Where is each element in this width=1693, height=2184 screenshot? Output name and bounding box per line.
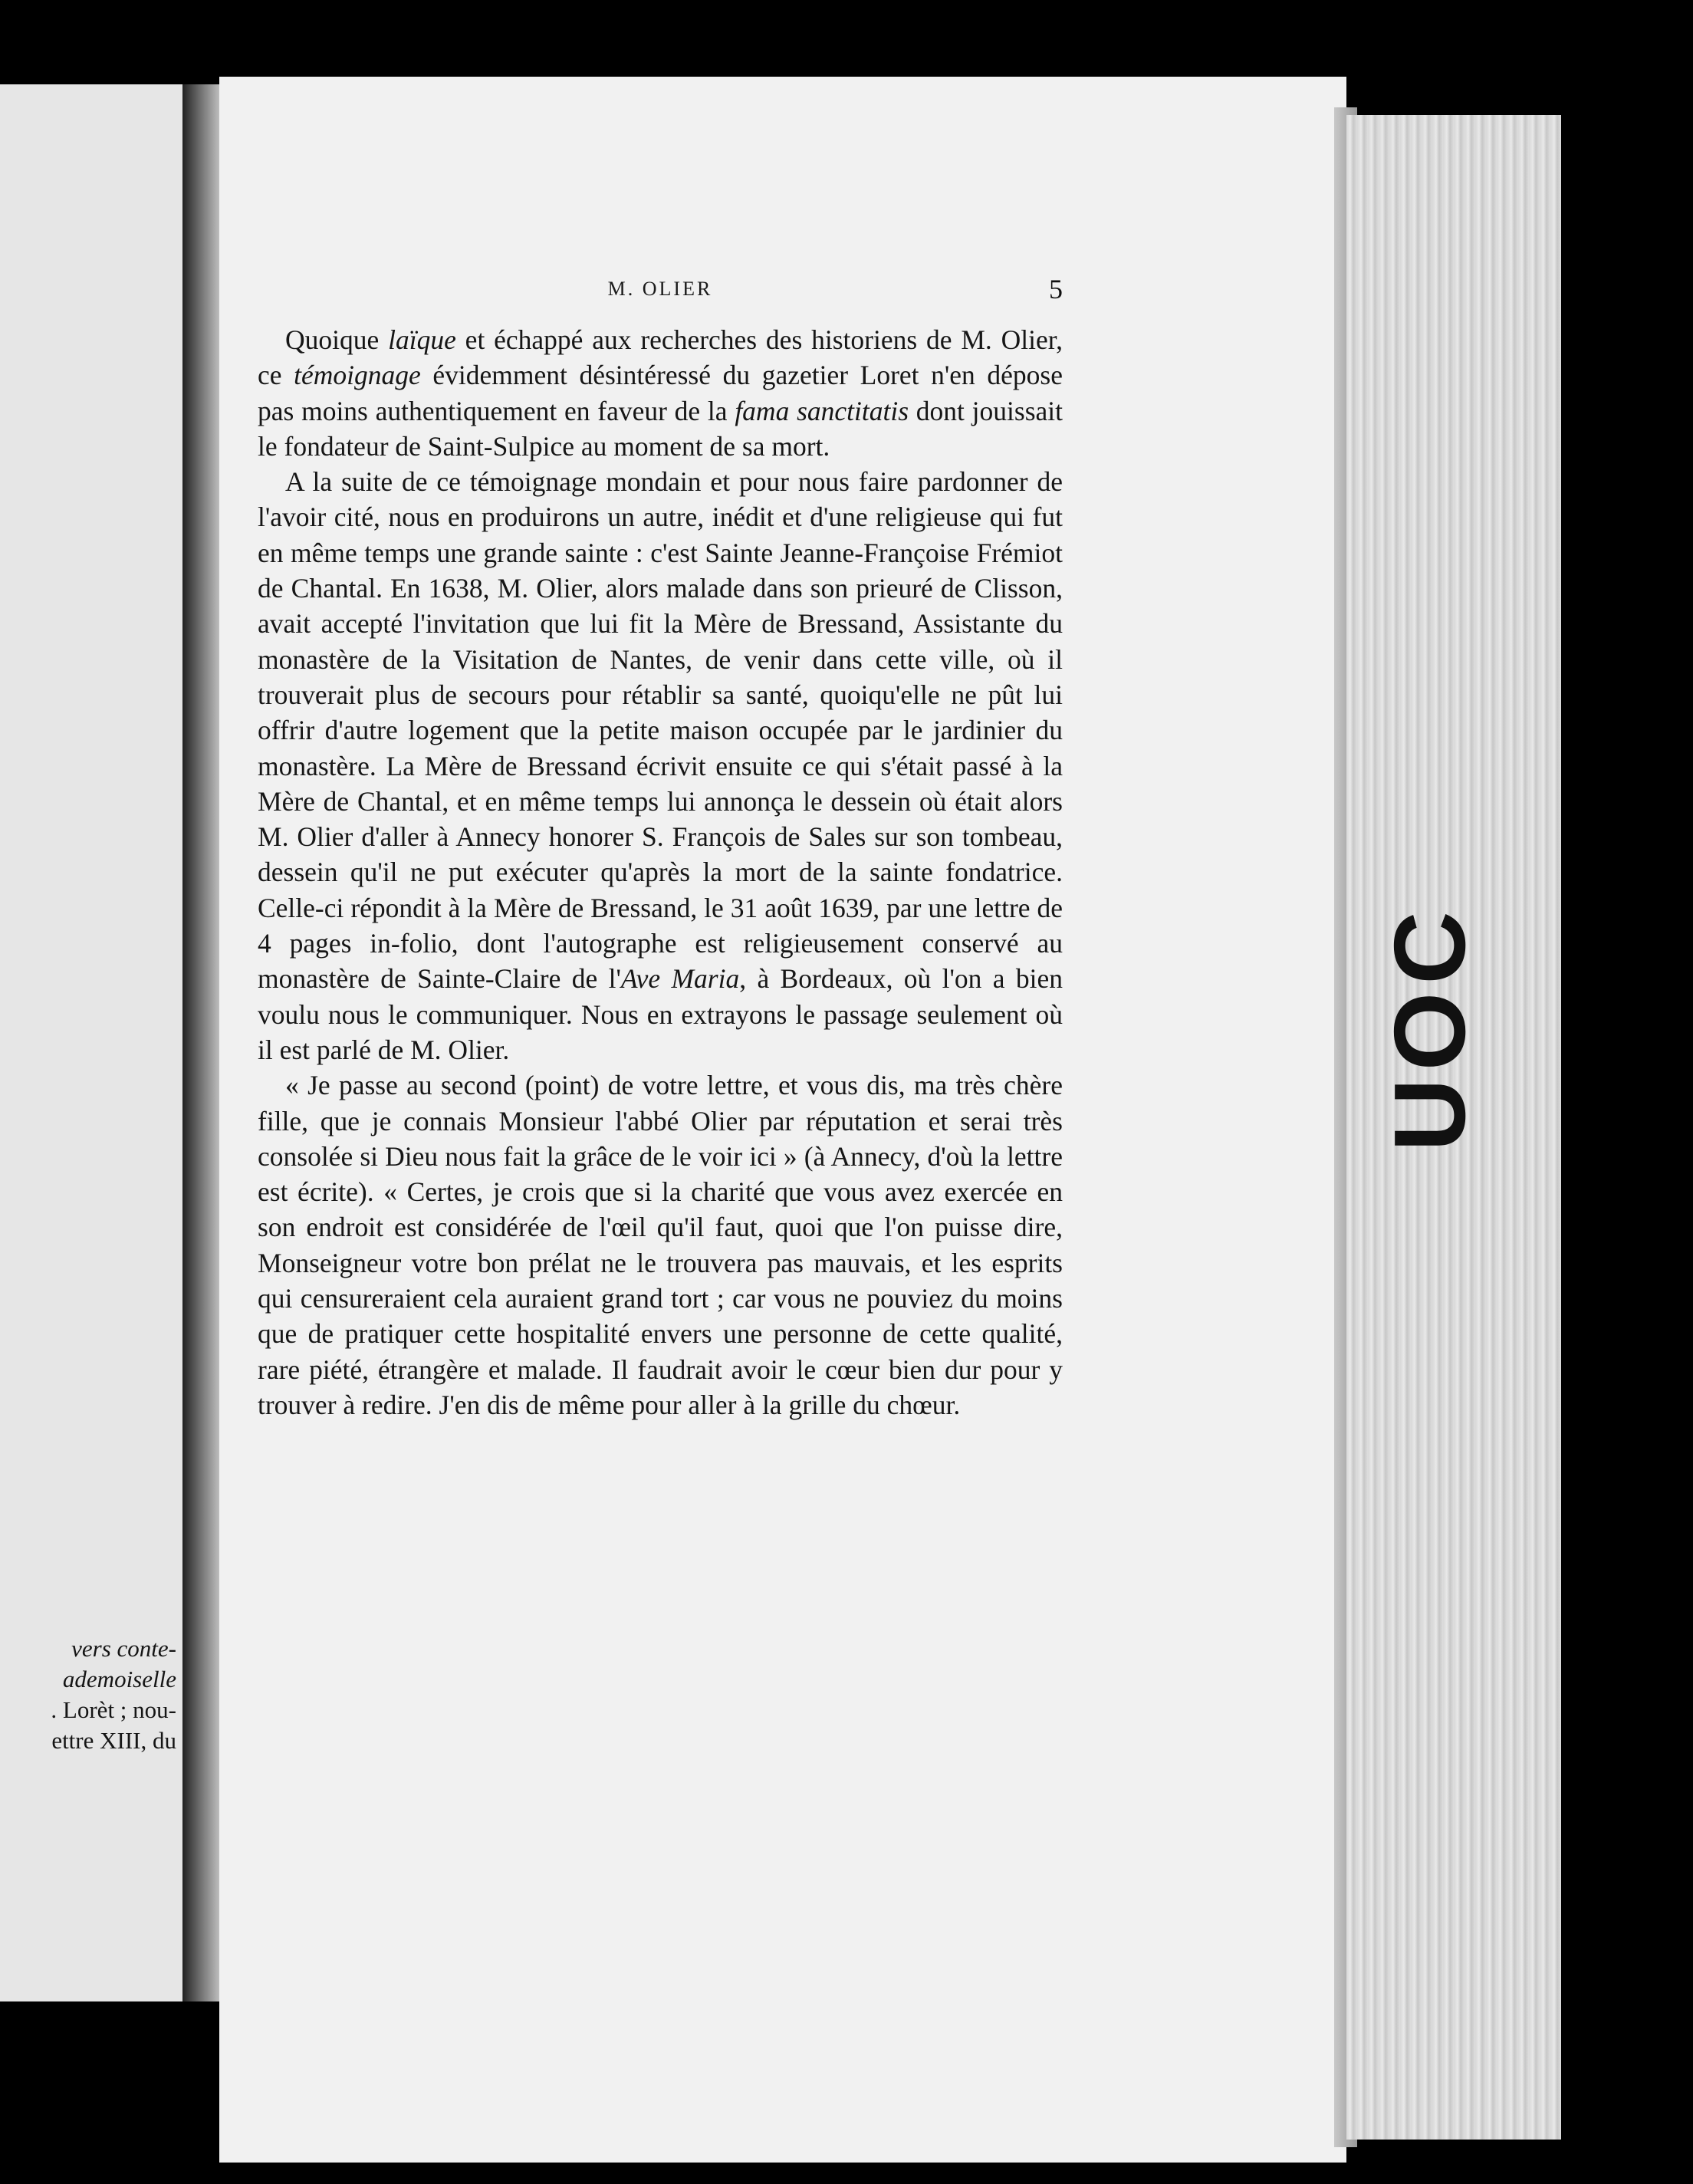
paragraph <box>258 322 1063 464</box>
library-stamp <box>1373 867 1486 1189</box>
text-run: « Je passe au second (point) de votre lettre, et vous dis, ma très chère fille, que je connais Monsieur l'abbé Olier par réputation et serai très consolée si Dieu nous fait la grâce de le voir ici » (à Annecy, d'où la lettre est écrite). « Certes, je crois que si la charité que vous avez exercée en son endroit est considérée de l'œil qu'il faut, quoi que l'on puisse dire, Monseigneur votre bon prélat ne le trouvera pas mauvais, et les esprits qui censureraient cela auraient grand tort ; car vous ne pouviez du moins que de pratiquer cette hospitalité envers une personne de cette qualité, rare piété, étrangère et malade. Il faudrait avoir le cœur bien dur pour y trouver à redire. J'en dis de même pour aller à la grille du chœur. <box>258 1070 1063 1420</box>
facing-page-line: ettre XIII, du <box>51 1727 176 1754</box>
italic-text: laïque <box>388 324 456 355</box>
text-run: évidemment désintéressé du gazetier Loret n'en dépose pas moins authentiquement en faveur de la <box>258 360 1063 426</box>
text-run: et échappé aux recherches des historiens de M. Olier, ce <box>258 324 1063 391</box>
running-header <box>258 273 1063 311</box>
text-run: dont jouissait le fondateur de Saint-Sulpice au moment de sa mort. <box>258 395 1063 462</box>
italic-text: fama sanctitatis <box>735 395 909 426</box>
facing-page-line: vers conte- <box>71 1635 176 1662</box>
text-run: A la suite de ce témoignage mondain et pour nous faire pardonner de l'avoir cité, nous en produirons un autre, inédit et d'une religieuse qui fut en même temps une grande sainte : c'est Sainte Jeanne-Françoise Frémiot de Chantal. En 1638, M. Olier, alors malade dans son prieuré de Clisson, avait accepté l'invitation que lui fit la Mère de Bressand, Assistante du monastère de la Visitation de Nantes, de venir dans cette ville, où il trouverait plus de secours pour rétablir sa santé, quoiqu'elle ne pût lui offrir d'autre logement que la petite maison occupée par le jardinier du monastère. La Mère de Bressand écrivit ensuite ce qui s'était passé à la Mère de Chantal, et en même temps lui annonça le dessein où était alors M. Olier d'aller à Annecy honorer S. François de Sales sur son tombeau, dessein qu'il ne put exécuter qu'après la mort de la sainte fondatrice. Celle-ci répondit à la Mère de Bressand, le 31 août 1639, par une lettre de 4 pages in-folio, dont l'autographe est religieusement conservé au monastère de Sainte-Claire de l' <box>258 466 1063 995</box>
page-number: 5 <box>1049 274 1063 304</box>
paragraph <box>258 1067 1063 1423</box>
italic-text: Ave Maria <box>620 963 740 995</box>
running-title: M. OLIER <box>607 278 713 300</box>
facing-page-text <box>0 1633 176 1756</box>
book-gutter <box>182 84 219 2001</box>
facing-page-line: ademoiselle <box>62 1666 176 1692</box>
facing-page-fragment <box>0 84 182 2001</box>
paragraph <box>258 464 1063 1067</box>
italic-text: témoignage <box>294 360 421 391</box>
library-stamp-text: UOC <box>1373 903 1486 1152</box>
text-run: Quoique <box>285 324 389 355</box>
body-text <box>258 322 1063 1423</box>
text-run: , à Bordeaux, où l'on a bien voulu nous le communiquer. Nous en extrayons le passage seulement où il est parlé de M. Olier. <box>258 963 1063 1065</box>
facing-page-line: . Lorèt ; nou- <box>51 1696 176 1723</box>
